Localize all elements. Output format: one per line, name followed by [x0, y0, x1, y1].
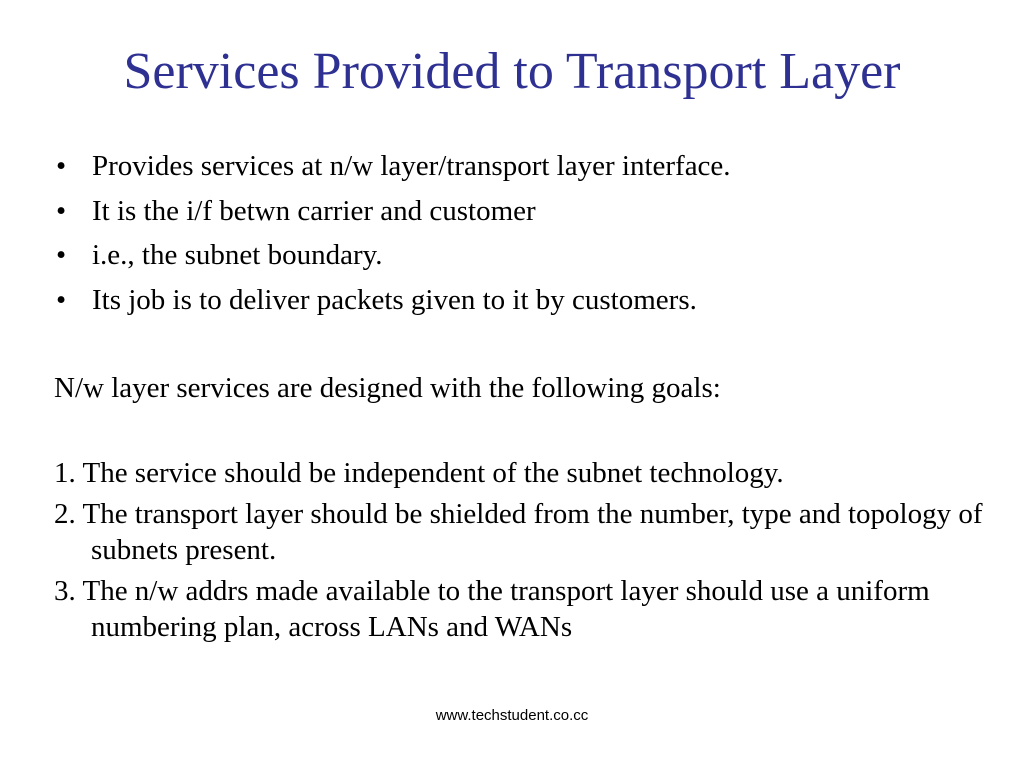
- bullet-text: i.e., the subnet boundary.: [92, 239, 383, 272]
- bullet-item: [56, 233, 996, 278]
- bullet-text: Provides services at n/w layer/transport layer interface.: [92, 150, 731, 182]
- goals-list: [54, 455, 1004, 650]
- bullet-item: [56, 189, 996, 234]
- bullet-dot-icon: •: [56, 150, 67, 182]
- bullet-item: [56, 144, 996, 189]
- bullet-item: [56, 278, 996, 323]
- goals-intro: N/w layer services are designed with the following goals:: [54, 372, 721, 404]
- bullet-text: Its job is to deliver packets given to it by customers.: [92, 283, 697, 316]
- goal-item: 1. The service should be independent of the subnet technology.: [54, 457, 784, 489]
- bullet-list: [56, 144, 996, 322]
- goal-item: 3. The n/w addrs made available to the transport layer should use a uniform numbering plan, across LANs and WANs: [54, 575, 930, 643]
- bullet-dot-icon: •: [56, 283, 67, 316]
- footer-url: www.techstudent.co.cc: [435, 707, 589, 724]
- bullet-text: It is the i/f betwn carrier and customer: [92, 194, 536, 227]
- bullet-dot-icon: •: [56, 239, 67, 272]
- goal-item: 2. The transport layer should be shielded from the number, type and topology of subnets present.: [54, 498, 983, 566]
- bullet-dot-icon: •: [56, 194, 67, 227]
- slide-title: Services Provided to Transport Layer: [123, 43, 901, 100]
